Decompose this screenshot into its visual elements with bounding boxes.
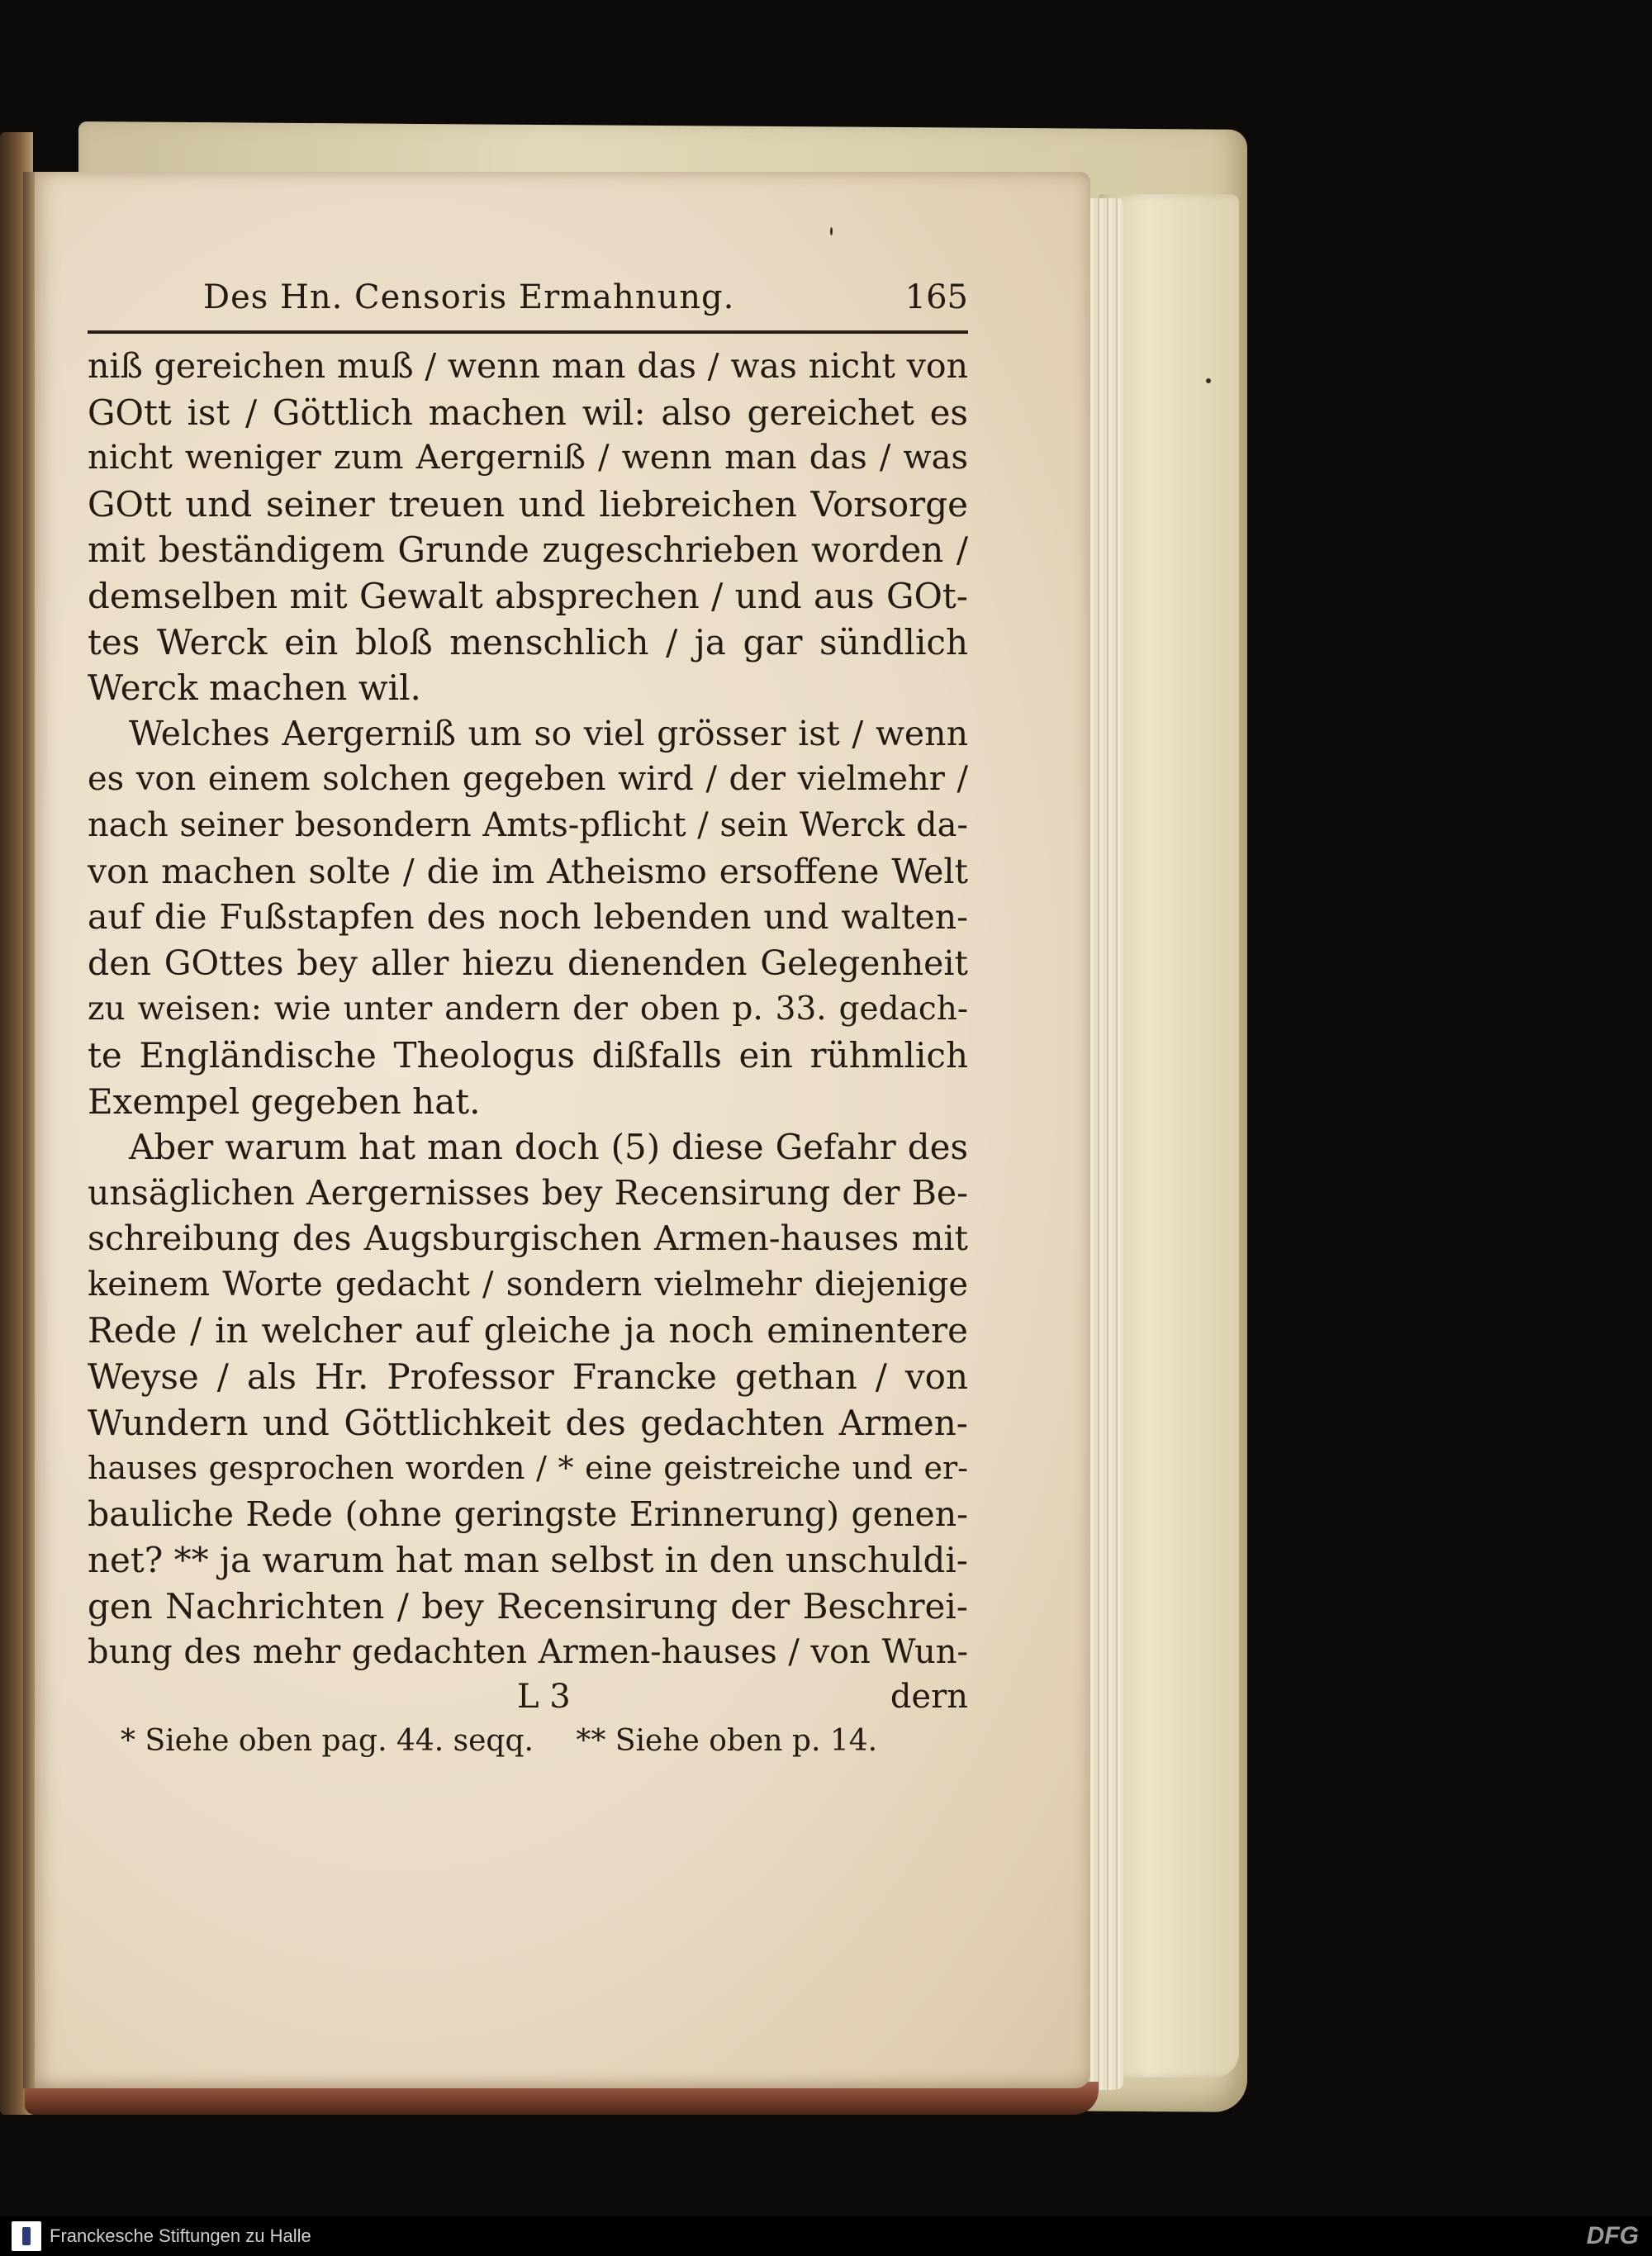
text-line: keinem Worte gedacht / sondern vielmehr diejenige bbox=[88, 1265, 968, 1304]
text-line: es von einem solchen gegeben wird / der vielmehr / bbox=[88, 760, 968, 799]
institution-name: Franckesche Stiftungen zu Halle bbox=[50, 2225, 311, 2246]
catchword: dern bbox=[890, 1678, 968, 1717]
page-text-block bbox=[88, 264, 968, 1764]
text-line: te Engländische Theologus dißfalls ein rühmlich bbox=[88, 1034, 968, 1076]
text-line: zu weisen: wie unter andern der oben p. 33. gedach- bbox=[88, 990, 968, 1028]
text-line: bauliche Rede (ohne geringste Erinnerung) genen- bbox=[88, 1494, 968, 1534]
institution-logo-icon bbox=[12, 2221, 41, 2251]
text-line: tes Werck ein bloß menschlich / ja gar sündlich bbox=[88, 621, 968, 663]
footer-bar bbox=[0, 2216, 1652, 2256]
header-rule bbox=[88, 330, 968, 334]
text-line: Wundern und Göttlichkeit des gedachten Armen- bbox=[88, 1402, 968, 1443]
text-line: unsäglichen Aergernisses bey Recensirung der Be- bbox=[88, 1172, 968, 1213]
dfg-logo: DFG bbox=[1586, 2222, 1639, 2249]
text-line: hauses gesprochen worden / * eine geistreiche und er- bbox=[88, 1450, 968, 1487]
ink-speck bbox=[830, 227, 833, 235]
text-line: schreibung des Augsburgischen Armen-hauses mit bbox=[88, 1218, 968, 1259]
text-line: von machen solte / die im Atheismo ersoffene Welt bbox=[88, 851, 968, 891]
page-number: 165 bbox=[904, 278, 968, 316]
gutter-shadow bbox=[23, 172, 35, 2088]
text-line: demselben mit Gewalt absprechen / und aus GOt- bbox=[88, 575, 968, 616]
text-line: nach seiner besondern Amts-pflicht / sein Werck da- bbox=[88, 805, 968, 844]
text-line: gen Nachrichten / bey Recensirung der Beschrei- bbox=[88, 1586, 968, 1627]
text-line: Werck machen wil. bbox=[88, 667, 421, 709]
text-line: den GOttes bey aller hiezu dienenden Gelegenheit bbox=[88, 943, 968, 983]
text-line: Welches Aergerniß um so viel grösser ist / wenn bbox=[129, 713, 968, 753]
text-line: Rede / in welcher auf gleiche ja noch eminentere bbox=[88, 1310, 968, 1351]
text-line: niß gereichen muß / wenn man das / was nicht von bbox=[88, 346, 968, 386]
running-title: Des Hn. Censoris Ermahnung. bbox=[203, 278, 735, 316]
ink-speck bbox=[1206, 378, 1211, 383]
footnotes bbox=[88, 1718, 968, 1764]
text-line: Aber warum hat man doch (5) diese Gefahr des bbox=[129, 1127, 968, 1168]
text-line: auf die Fußstapfen des noch lebenden und walten- bbox=[88, 897, 968, 938]
footnote: ** Siehe oben p. 14. bbox=[576, 1724, 878, 1759]
text-line: net? ** ja warum hat man selbst in den unschuldi- bbox=[88, 1540, 968, 1581]
text-line: Weyse / als Hr. Professor Francke gethan / von bbox=[88, 1356, 968, 1398]
footnote: * Siehe oben pag. 44. seqq. bbox=[121, 1724, 534, 1759]
text-line: bung des mehr gedachten Armen-hauses / von Wun- bbox=[88, 1632, 968, 1671]
text-line: mit beständigem Grunde zugeschrieben worden / bbox=[88, 530, 968, 571]
text-line: GOtt und seiner treuen und liebreichen Vorsorge bbox=[88, 483, 968, 525]
signature-row bbox=[88, 1675, 968, 1718]
signature-mark: L 3 bbox=[517, 1678, 571, 1717]
text-line: GOtt ist / Göttlich machen wil: also gereichet es bbox=[88, 392, 968, 433]
running-head bbox=[88, 264, 968, 330]
text-line: Exempel gegeben hat. bbox=[88, 1081, 481, 1122]
text-line: nicht weniger zum Aergerniß / wenn man das / was bbox=[88, 439, 968, 477]
